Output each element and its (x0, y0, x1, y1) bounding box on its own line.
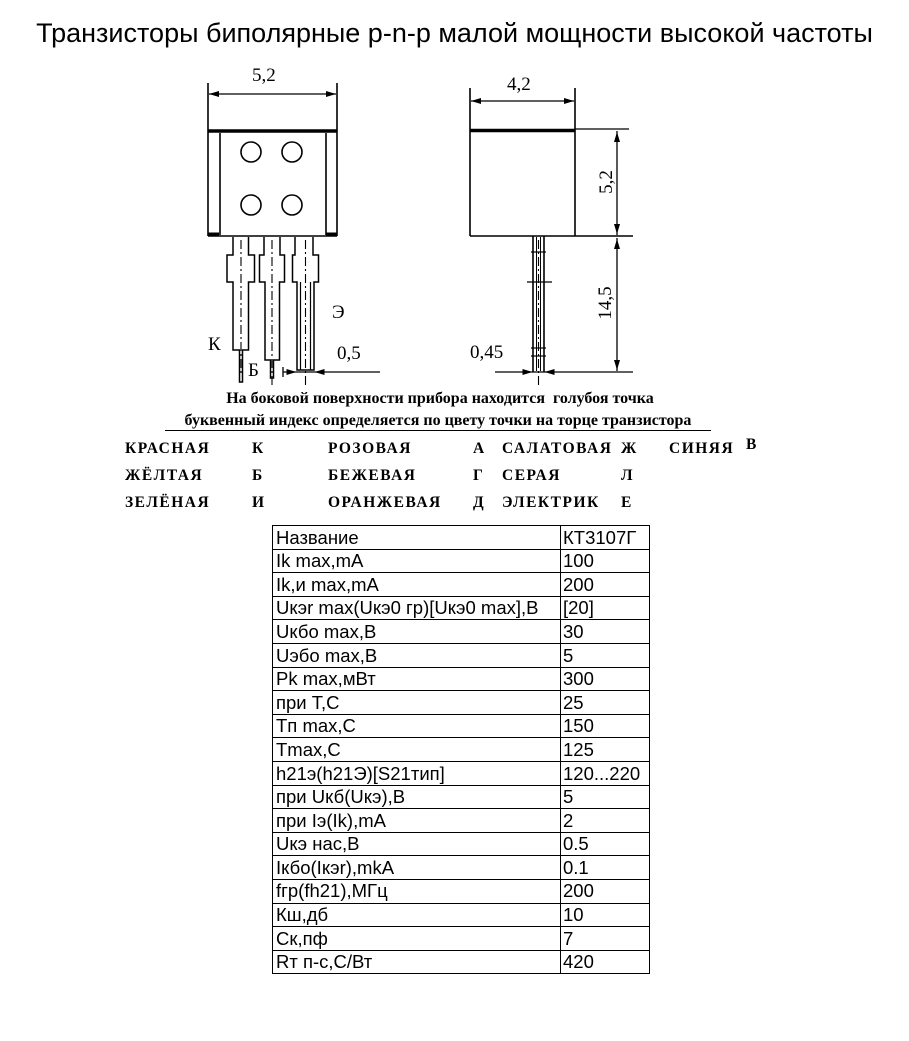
color-name: БЕЖЕВАЯ (328, 467, 417, 484)
dim-side-height: 5,2 (596, 170, 617, 194)
param-label-cell: Название (273, 526, 561, 550)
table-row (273, 573, 650, 597)
param-label-cell: Rт п-с,С/Вт (273, 950, 561, 974)
front-view-outline (208, 83, 337, 237)
parameters-table (272, 525, 650, 974)
mount-hole (241, 195, 261, 215)
table-row (273, 596, 650, 620)
param-value-cell: 0.5 (561, 832, 650, 856)
table-row (273, 879, 650, 903)
table-row (273, 832, 650, 856)
color-name: САЛАТОВАЯ (502, 440, 613, 457)
param-value-cell: 200 (561, 879, 650, 903)
param-label-cell: Ik,и max,mA (273, 573, 561, 597)
param-label-cell: Кш,дб (273, 903, 561, 927)
color-name: ЭЛЕКТРИК (502, 494, 600, 511)
param-label-cell: h21э(h21Э)[S21тип] (273, 761, 561, 785)
table-row (273, 809, 650, 833)
note-line-2: буквенный индекс определяется по цвету точки на торце транзистора (184, 412, 692, 429)
param-value-cell: 120...220 (561, 761, 650, 785)
table-row (273, 526, 650, 550)
color-name: РОЗОВАЯ (328, 440, 412, 457)
dim-front-lead-width: 0,5 (337, 343, 361, 364)
table-row (273, 549, 650, 573)
param-value-cell: 7 (561, 927, 650, 951)
param-label-cell: Ik max,mA (273, 549, 561, 573)
front-view-drawing (190, 60, 400, 390)
table-row (273, 761, 650, 785)
side-view-outline (470, 88, 633, 372)
dim-side-lead-thickness: 0,45 (470, 342, 504, 363)
param-value-cell: 2 (561, 809, 650, 833)
note-line-1: На боковой поверхности прибора находится голубоя точка (226, 390, 654, 407)
color-name: ОРАНЖЕВАЯ (328, 494, 442, 511)
color-name: ЗЕЛЁНАЯ (125, 494, 211, 511)
mount-hole (282, 142, 302, 162)
param-label-cell: Uкэ нас,B (273, 832, 561, 856)
color-letter: Е (621, 494, 633, 511)
dim-front-width: 5,2 (252, 65, 276, 86)
table-row (273, 691, 650, 715)
page-title: Транзисторы биполярные p-n-p малой мощности высокой частоты (36, 18, 873, 48)
param-value-cell: 5 (561, 643, 650, 667)
color-letter: В (746, 436, 758, 453)
table-row (273, 927, 650, 951)
table-row (273, 667, 650, 691)
color-name: КРАСНАЯ (125, 440, 211, 457)
param-value-cell: 0.1 (561, 856, 650, 880)
color-name: ЖЁЛТАЯ (125, 467, 204, 484)
pin-label-collector: К (208, 334, 221, 355)
param-value-cell: КТ3107Г (561, 526, 650, 550)
param-label-cell: при Iэ(Ik),mA (273, 809, 561, 833)
pin-label-base: Б (248, 360, 259, 381)
color-letter: Г (473, 467, 485, 484)
param-label-cell: Pk max,мВт (273, 667, 561, 691)
color-name: СЕРАЯ (502, 467, 561, 484)
table-row (273, 903, 650, 927)
pin-label-emitter: Э (332, 302, 345, 323)
color-letter: К (252, 440, 265, 457)
table-row (273, 950, 650, 974)
table-row (273, 643, 650, 667)
mount-hole (241, 142, 261, 162)
param-value-cell: 30 (561, 620, 650, 644)
param-value-cell: 150 (561, 714, 650, 738)
color-letter: Л (621, 467, 635, 484)
table-row (273, 785, 650, 809)
dim-side-lead-length: 14,5 (595, 286, 616, 320)
param-label-cell: Tп max,C (273, 714, 561, 738)
param-value-cell: 125 (561, 738, 650, 762)
param-label-cell: Ск,пф (273, 927, 561, 951)
param-label-cell: при Uкб(Uкэ),B (273, 785, 561, 809)
param-label-cell: при T,C (273, 691, 561, 715)
param-value-cell: 300 (561, 667, 650, 691)
color-letter: Б (252, 467, 264, 484)
param-label-cell: Uэбо max,B (273, 643, 561, 667)
table-row (273, 738, 650, 762)
param-label-cell: Uкэr max(Uкэ0 гр)[Uкэ0 max],B (273, 596, 561, 620)
param-value-cell: [20] (561, 596, 650, 620)
front-view-dimension-lines (209, 91, 380, 377)
divider-rule (165, 430, 711, 431)
param-label-cell: fгр(fh21),МГц (273, 879, 561, 903)
param-label-cell: Iкбо(Iкэr),mkA (273, 856, 561, 880)
table-row (273, 714, 650, 738)
color-letter: И (252, 494, 266, 511)
param-value-cell: 200 (561, 573, 650, 597)
table-row (273, 620, 650, 644)
side-view-drawing (460, 60, 650, 390)
color-letter: Д (473, 494, 486, 511)
mount-hole (282, 195, 302, 215)
color-letter: Ж (621, 440, 638, 457)
param-value-cell: 5 (561, 785, 650, 809)
param-value-cell: 420 (561, 950, 650, 974)
param-label-cell: Uкбо max,B (273, 620, 561, 644)
table-row (273, 856, 650, 880)
param-value-cell: 25 (561, 691, 650, 715)
param-value-cell: 10 (561, 903, 650, 927)
color-letter: А (473, 440, 486, 457)
param-label-cell: Tmax,C (273, 738, 561, 762)
dim-side-depth: 4,2 (507, 74, 531, 95)
param-value-cell: 100 (561, 549, 650, 573)
color-name: СИНЯЯ (669, 440, 735, 457)
